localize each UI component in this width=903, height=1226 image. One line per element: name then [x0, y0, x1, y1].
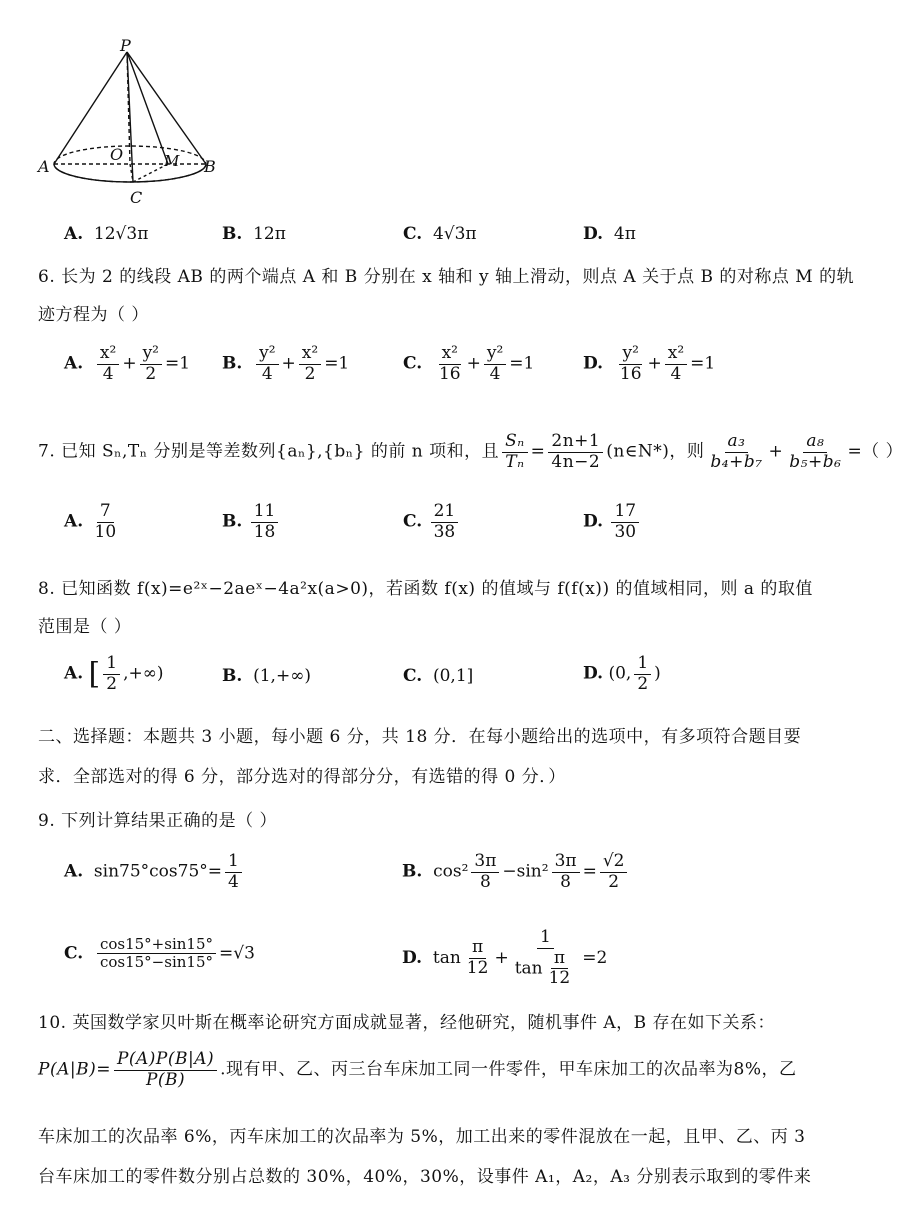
q7-stem: 7. 已知 Sₙ,Tₙ 分别是等差数列{aₙ},{bₙ} 的前 n 项和，且 $\frac{\text{Sₙ}}{\text{Tₙ}}$ = $\frac{2n+1}{4n-2}$ (n∈N*)，则 $\frac{\text{a₃}}{\text{b₄+b₇}}$ + $\frac{\text{a₈}}{\text{b₅+b₆}}$ =（ ）: [38, 431, 903, 472]
q10-stem-line3: 车床加工的次品率 6%，丙车床加工的次品率为 5%，加工出来的零件混放在一起，且甲、乙、丙 3: [38, 1127, 806, 1147]
q6-option-a: A. $\frac{\text{x²}}{4}$ + $\frac{\text{y²}}{2}$ =1: [64, 343, 191, 384]
cone-figure: [30, 30, 230, 210]
q9-option-c: C. $\frac{\cos 15^\circ+\sin 15^\circ}{\cos 15^\circ-\sin 15^\circ}$ =√3: [64, 935, 255, 972]
q9-option-d: D. tan $\frac{\pi}{12}$ + 1 tan $\frac{\pi}{12}$ =2: [402, 927, 608, 989]
label-a: A: [38, 157, 50, 176]
q10-stem-line4: 台车床加工的零件数分别占总数的 30%，40%，30%，设事件 A₁，A₂，A₃ 分别表示取到的零件来: [38, 1167, 812, 1187]
q6-option-b: B. $\frac{\text{y²}}{4}$ + $\frac{\text{x²}}{2}$ =1: [222, 343, 350, 384]
q8-option-d: D. (0, $\frac{1}{2}$ ): [583, 653, 661, 694]
label-p: P: [120, 36, 131, 55]
label-c: C: [130, 188, 143, 207]
q8-stem-line2: 范围是（ ）: [38, 617, 132, 637]
q5-option-a: A. 12√3π: [64, 224, 149, 244]
q6-stem-line1: 6. 长为 2 的线段 AB 的两个端点 A 和 B 分别在 x 轴和 y 轴上滑动，则点 A 关于点 B 的对称点 M 的轨: [38, 267, 855, 287]
q7-option-c: C. $\frac{21}{38}$: [403, 502, 461, 542]
q10-stem-line2: P(A|B)= $\frac{P(A)P(B|A)}{P(B)}$ .现有甲、乙、丙三台车床加工同一件零件，甲车床加工的次品率为8%，乙: [38, 1049, 797, 1090]
q7-option-b: B. $\frac{11}{18}$: [222, 502, 281, 542]
section2-instructions-line2: 求．全部选对的得 6 分，部分选对的得部分分，有选错的得 0 分．）: [38, 767, 566, 787]
q10-stem-line1: 10. 英国数学家贝叶斯在概率论研究方面成就显著，经他研究，随机事件 A，B 存在如下关系：: [38, 1013, 776, 1033]
label-m: M: [164, 152, 180, 170]
q8-stem-line1: 8. 已知函数 f(x)=e²ˣ−2aeˣ−4a²x(a>0)，若函数 f(x) 的值域与 f(f(x)) 的值域相同，则 a 的取值: [38, 579, 813, 599]
q9-option-a: A. sin75°cos75°= $\frac{1}{4}$: [64, 852, 245, 892]
label-o: O: [110, 145, 124, 164]
q9-stem: 9. 下列计算结果正确的是（ ）: [38, 811, 278, 831]
q5-option-d: D. 4π: [583, 224, 636, 244]
q6-option-c: C. $\frac{\text{x²}}{16}$ + $\frac{\text{y²}}{4}$ =1: [403, 343, 535, 384]
q5-option-c: C. 4√3π: [403, 224, 477, 244]
q7-option-a: A. $\frac{7}{10}$: [64, 501, 117, 542]
q8-option-b: B. (1,+∞): [222, 666, 311, 686]
q7-option-d: D. $\frac{17}{30}$: [583, 502, 642, 542]
q6-option-d: D. $\frac{\text{y²}}{16}$ + $\frac{\text{x²}}{4}$ =1: [583, 343, 716, 384]
q6-stem-line2: 迹方程为（ ）: [38, 305, 149, 325]
label-b: B: [204, 157, 216, 176]
q8-option-c: C. (0,1]: [403, 666, 474, 686]
section2-instructions-line1: 二、选择题：本题共 3 小题，每小题 6 分，共 18 分．在每小题给出的选项中，有多项符合题目要: [38, 727, 802, 747]
q5-option-b: B. 12π: [222, 224, 286, 244]
q8-option-a: A. [ $\frac{1}{2}$ ,+∞): [64, 653, 164, 694]
q9-option-b: B. cos² $\frac{3\pi}{8}$ −sin² $\frac{3\pi}{8}$ = $\frac{√2}{2}$: [402, 852, 630, 892]
